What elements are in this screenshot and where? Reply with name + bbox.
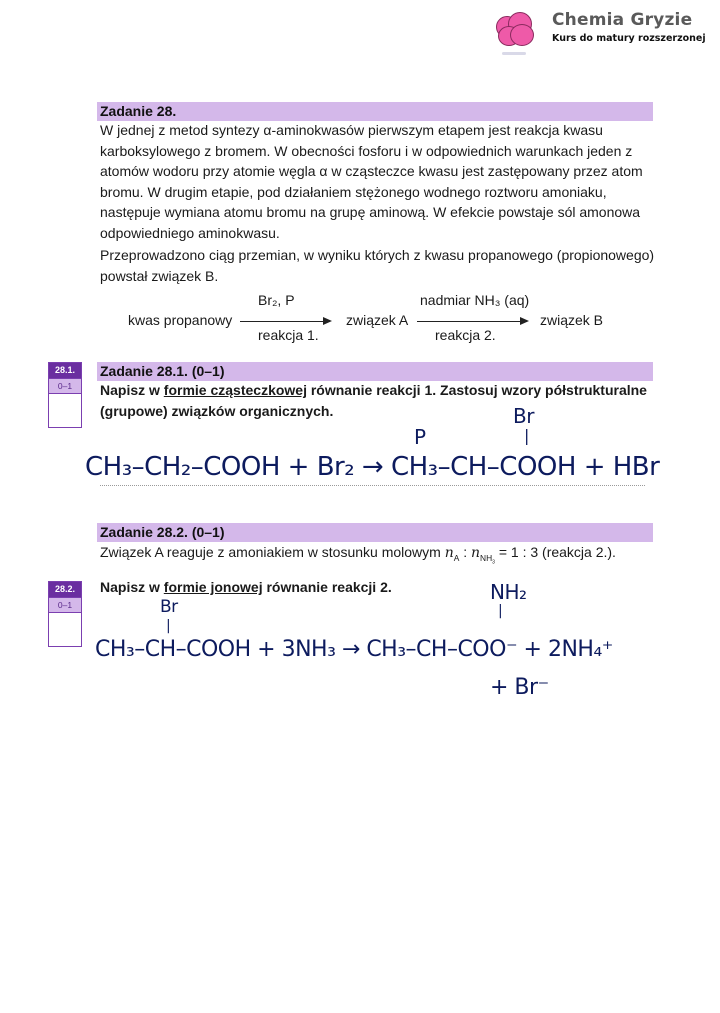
scheme-start: kwas propanowy [128, 312, 233, 328]
reaction-arrow-1 [240, 321, 330, 322]
task-header-bar [97, 102, 653, 121]
handwritten-equation-2: CH₃–CH–COOH + 3NH₃ → CH₃–CH–COO⁻ + 2NH₄⁺ [95, 637, 613, 662]
emphasis-underlined: formie jonowej [163, 579, 263, 595]
brain-icon [494, 10, 534, 50]
bond-line: | [524, 426, 529, 445]
task-28-2-instruction: Napisz w formie jonowej równanie reakcji 2. [100, 579, 392, 595]
handwritten-br-substituent: Br [513, 404, 534, 428]
scheme-end: związek B [540, 312, 604, 328]
bond-line: | [498, 603, 503, 619]
score-badge-28-2 [48, 581, 82, 647]
task-28-2-title: Zadanie 28.2. (0–1) [100, 524, 225, 540]
scheme-arrow1-label: reakcja 1. [258, 327, 319, 343]
reaction-arrow-2 [417, 321, 527, 322]
task-28-intro: W jednej z metod syntezy α-aminokwasów pierwszym etapem jest reakcja kwasu karboksylowego z bromem. W obecności fosforu i w odpowiednich warunkach jeden z atomów wodoru przy atomie węgla α w cząsteczce kwasu jest zastępowany przez atom bromu. W drugim etapie, pod działaniem stężonego wodnego roztworu amoniaku, następuje wymiana atomu bromu na grupę aminową. W efekcie powstaje sól amonowa odpowiedniego aminokwasu. [100, 122, 643, 241]
scheme-arrow2-reagent: nadmiar NH₃ (aq) [420, 292, 530, 308]
task-28-title: Zadanie 28. [100, 103, 177, 119]
scheme-arrow2-label: reakcja 2. [435, 327, 496, 343]
handwritten-catalyst: P [414, 425, 426, 449]
emphasis-underlined: formie cząsteczkowej [163, 382, 307, 398]
logo-title: Chemia Gryzie [552, 10, 693, 30]
task-28-1-instruction: Napisz w formie cząsteczkowej równanie reakcji 1. Zastosuj wzory półstrukturalne (grupowe) związków organicznych. [100, 382, 647, 419]
scheme-middle: związek A [346, 312, 409, 328]
answer-line [100, 485, 645, 486]
handwritten-equation-1: CH₃–CH₂–COOH + Br₂ → CH₃–CH–COOH + HBr [85, 452, 660, 482]
task-28-context: Przeprowadzono ciąg przemian, w wyniku których z kwasu propanowego (propionowego) powstał związek B. [100, 247, 655, 284]
badge-number: 28.2. [49, 582, 81, 597]
score-box[interactable] [49, 394, 81, 427]
score-badge-28-1 [48, 362, 82, 428]
handwritten-br-substituent: Br [160, 597, 178, 617]
bond-line: | [166, 618, 171, 634]
badge-points: 0–1 [49, 597, 81, 613]
task-28-1-title: Zadanie 28.1. (0–1) [100, 363, 225, 379]
score-box[interactable] [49, 613, 81, 646]
scheme-arrow1-reagent: Br₂, P [258, 292, 295, 308]
logo-subtitle: Kurs do matury rozszerzonej [552, 33, 706, 44]
badge-number: 28.1. [49, 363, 81, 378]
reaction-scheme [0, 290, 720, 345]
brand-logo [494, 10, 706, 50]
badge-points: 0–1 [49, 378, 81, 394]
handwritten-equation-2-continuation: + Br⁻ [490, 675, 549, 700]
handwritten-nh2-substituent: NH₂ [490, 580, 527, 604]
task-28-2-info: Związek A reaguje z amoniakiem w stosunku molowym $n_A$ : $n_{NH_3} = 1$ : 3 (reakcja 2.). [100, 544, 616, 566]
